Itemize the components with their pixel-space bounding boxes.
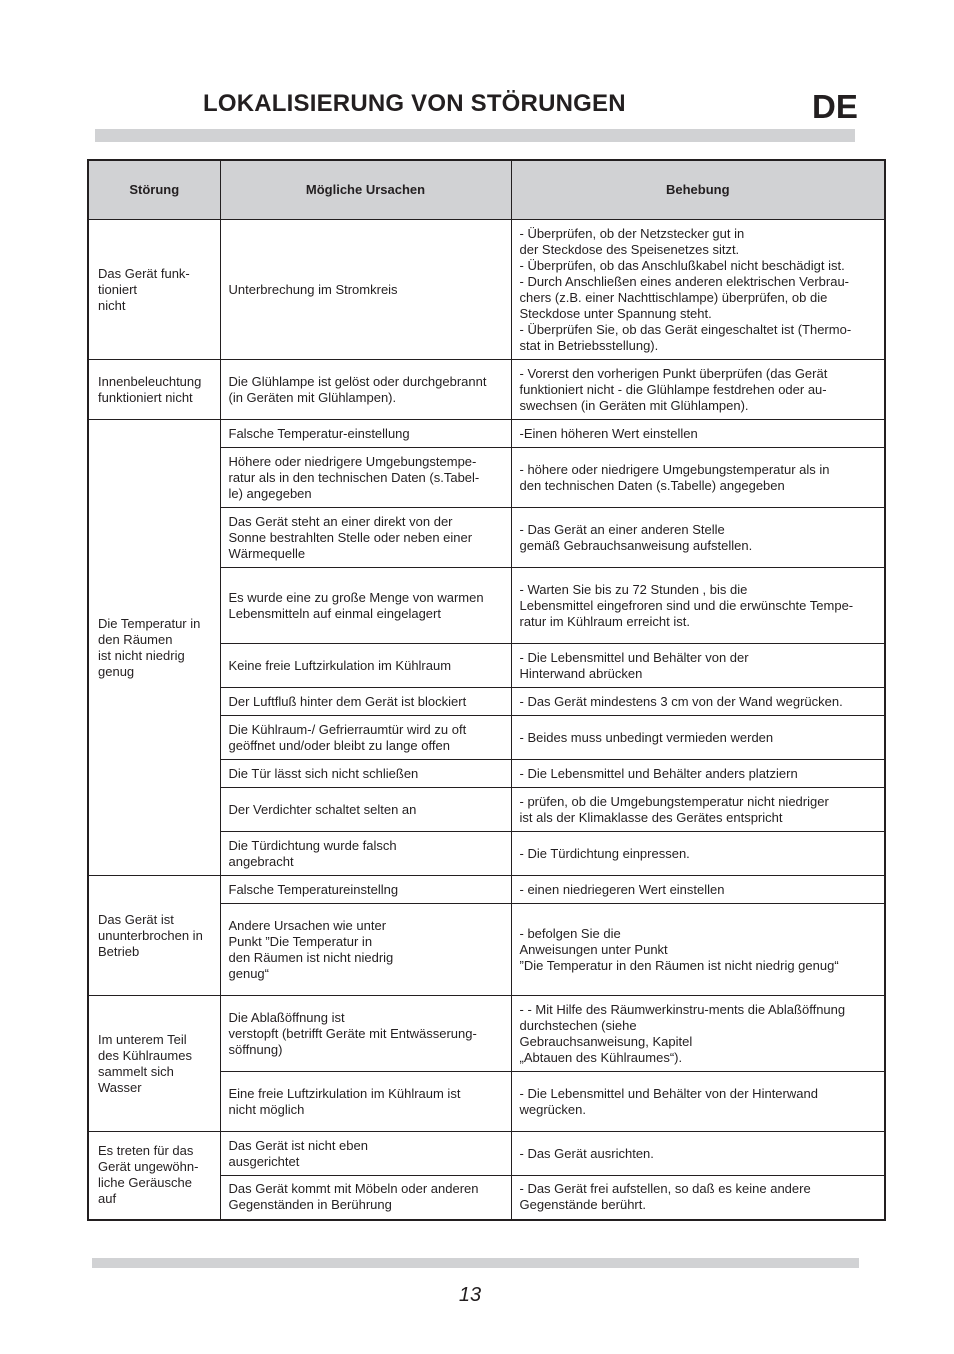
remedy-cell: - Das Gerät frei aufstellen, so daß es keine andere Gegenstände berührt. bbox=[511, 1176, 885, 1220]
column-header-causes: Mögliche Ursachen bbox=[220, 160, 511, 220]
cause-cell: Das Gerät kommt mit Möbeln oder anderen Gegenständen in Berührung bbox=[220, 1176, 511, 1220]
cause-cell: Die Kühlraum-/ Gefrierraumtür wird zu oft geöffnet und/oder bleibt zu lange offen bbox=[220, 716, 511, 760]
cause-cell: Die Türdichtung wurde falsch angebracht bbox=[220, 832, 511, 876]
cause-cell: Das Gerät ist nicht eben ausgerichtet bbox=[220, 1132, 511, 1176]
cause-cell: Der Verdichter schaltet selten an bbox=[220, 788, 511, 832]
table-row bbox=[88, 220, 885, 360]
cause-cell: Andere Ursachen wie unter Punkt ”Die Temperatur in den Räumen ist nicht niedrig genug“ bbox=[220, 904, 511, 996]
cause-cell: Falsche Temperatureinstellng bbox=[220, 876, 511, 904]
remedy-cell: - Vorerst den vorherigen Punkt überprüfen (das Gerät funktioniert nicht - die Glühlampe festdrehen oder au- swechsen (in Geräten mit Glühlampen). bbox=[511, 360, 885, 420]
cause-cell: Das Gerät steht an einer direkt von der Sonne bestrahlten Stelle oder neben einer Wärmequelle bbox=[220, 508, 511, 568]
fault-cell: Das Gerät funk- tioniert nicht bbox=[88, 220, 220, 360]
remedy-cell: -Einen höheren Wert einstellen bbox=[511, 420, 885, 448]
cause-cell: Unterbrechung im Stromkreis bbox=[220, 220, 511, 360]
header-divider bbox=[95, 129, 855, 142]
remedy-cell: - Das Gerät an einer anderen Stelle gemäß Gebrauchsanweisung aufstellen. bbox=[511, 508, 885, 568]
fault-cell: Innenbeleuchtung funktioniert nicht bbox=[88, 360, 220, 420]
cause-cell: Die Ablaßöffnung ist verstopft (betrifft Geräte mit Entwässerung- söffnung) bbox=[220, 996, 511, 1072]
column-header-fault: Störung bbox=[88, 160, 220, 220]
remedy-cell: - Das Gerät mindestens 3 cm von der Wand wegrücken. bbox=[511, 688, 885, 716]
remedy-cell: - Warten Sie bis zu 72 Stunden , bis die Lebensmittel eingefroren sind und die erwünschte Tempe- ratur im Kühlraum erreicht ist. bbox=[511, 568, 885, 644]
table-row bbox=[88, 1132, 885, 1176]
cause-cell: Falsche Temperatur-einstellung bbox=[220, 420, 511, 448]
cause-cell: Es wurde eine zu große Menge von warmen Lebensmitteln auf einmal eingelagert bbox=[220, 568, 511, 644]
remedy-cell: - Überprüfen, ob der Netzstecker gut in der Steckdose des Speisenetzes sitzt. - Überprüfen, ob das Anschlußkabel nicht beschädigt ist. - Durch Anschließen eines anderen elektrischen Verbrau- chers (z.B. einer Nachttischlampe) überprüfen, ob die Steckdose unter Spannung steht. - Überprüfen Sie, ob das Gerät eingeschaltet ist (Thermo- stat in Betriebsstellung). bbox=[511, 220, 885, 360]
table-row bbox=[88, 420, 885, 448]
remedy-cell: - Die Lebensmittel und Behälter anders platziern bbox=[511, 760, 885, 788]
table-row bbox=[88, 360, 885, 420]
column-header-remedy: Behebung bbox=[511, 160, 885, 220]
cause-cell: Höhere oder niedrigere Umgebungstempe- ratur als in den technischen Daten (s.Tabel- le) angegeben bbox=[220, 448, 511, 508]
language-badge: DE bbox=[812, 88, 858, 125]
remedy-cell: - einen niedriegeren Wert einstellen bbox=[511, 876, 885, 904]
remedy-cell: - prüfen, ob die Umgebungstemperatur nicht niedriger ist als der Klimaklasse des Gerätes entspricht bbox=[511, 788, 885, 832]
fault-cell: Es treten für das Gerät ungewöhn- liche Geräusche auf bbox=[88, 1132, 220, 1220]
remedy-cell: - Die Lebensmittel und Behälter von der Hinterwand abrücken bbox=[511, 644, 885, 688]
cause-cell: Die Tür lässt sich nicht schließen bbox=[220, 760, 511, 788]
troubleshooting-table bbox=[87, 159, 886, 1221]
footer-divider bbox=[92, 1258, 859, 1268]
remedy-cell: - Die Türdichtung einpressen. bbox=[511, 832, 885, 876]
cause-cell: Eine freie Luftzirkulation im Kühlraum ist nicht möglich bbox=[220, 1072, 511, 1132]
table-header-row bbox=[88, 160, 885, 220]
cause-cell: Keine freie Luftzirkulation im Kühlraum bbox=[220, 644, 511, 688]
cause-cell: Der Luftfluß hinter dem Gerät ist blockiert bbox=[220, 688, 511, 716]
table-row bbox=[88, 876, 885, 904]
page-title: LOKALISIERUNG VON STÖRUNGEN bbox=[203, 90, 626, 117]
fault-cell: Das Gerät ist ununterbrochen in Betrieb bbox=[88, 876, 220, 996]
remedy-cell: - - Mit Hilfe des Räumwerkinstru-ments die Ablaßöffnung durchstechen (siehe Gebrauchsanweisung, Kapitel „Abtauen des Kühlraumes“). bbox=[511, 996, 885, 1072]
remedy-cell: - Das Gerät ausrichten. bbox=[511, 1132, 885, 1176]
fault-cell: Die Temperatur in den Räumen ist nicht niedrig genug bbox=[88, 420, 220, 876]
table-row bbox=[88, 996, 885, 1072]
remedy-cell: - höhere oder niedrigere Umgebungstemperatur als in den technischen Daten (s.Tabelle) angegeben bbox=[511, 448, 885, 508]
cause-cell: Die Glühlampe ist gelöst oder durchgebrannt (in Geräten mit Glühlampen). bbox=[220, 360, 511, 420]
remedy-cell: - Beides muss unbedingt vermieden werden bbox=[511, 716, 885, 760]
fault-cell: Im unterem Teil des Kühlraumes sammelt sich Wasser bbox=[88, 996, 220, 1132]
remedy-cell: - befolgen Sie die Anweisungen unter Punkt ”Die Temperatur in den Räumen ist nicht niedrig genug“ bbox=[511, 904, 885, 996]
remedy-cell: - Die Lebensmittel und Behälter von der Hinterwand wegrücken. bbox=[511, 1072, 885, 1132]
page-number: 13 bbox=[458, 1284, 482, 1306]
